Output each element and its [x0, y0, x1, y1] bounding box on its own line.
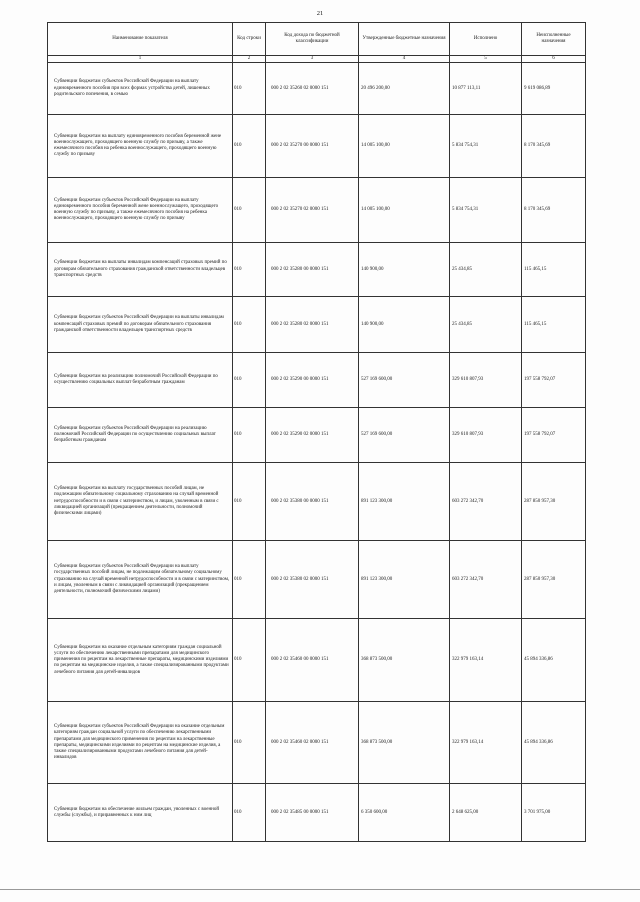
row-approved: 527 169 600,00 — [359, 353, 450, 408]
row-executed: 329 610 807,93 — [450, 353, 522, 408]
row-executed: 603 272 342,70 — [450, 541, 522, 619]
row-kbk: 000 2 02 35460 00 0000 151 — [266, 619, 359, 702]
row-executed: 10 877 113,11 — [450, 63, 522, 115]
row-code: 010 — [233, 702, 266, 784]
header-kbk: Код дохода по бюджетной классификации — [266, 23, 359, 56]
header-name: Наименование показателя — [48, 23, 233, 56]
row-executed: 322 979 163,14 — [450, 702, 522, 784]
row-kbk: 000 2 02 35380 00 0000 151 — [266, 463, 359, 541]
row-name: Субвенции бюджетам субъектов Российской Федерации на оказание отдельным категориям граждан социальной услуги по обеспечению лекарственными препаратами для медицинского применения по рецептам на лекарственные препараты, медицинскими изделиями по рецептам на медицинские изделия, а также специализированными продуктами лечебного питания для детей-инвалидов — [48, 702, 233, 784]
row-code: 010 — [233, 463, 266, 541]
row-approved: 368 873 500,00 — [359, 619, 450, 702]
row-approved: 14 005 100,00 — [359, 178, 450, 243]
row-code: 010 — [233, 784, 266, 842]
row-kbk: 000 2 02 35380 02 0000 151 — [266, 541, 359, 619]
row-code: 010 — [233, 408, 266, 463]
table-row — [48, 115, 586, 178]
row-executed: 25 434,85 — [450, 297, 522, 353]
table-row — [48, 353, 586, 408]
row-executed: 5 834 754,31 — [450, 178, 522, 243]
row-unexecuted: 8 170 345,69 — [522, 178, 586, 243]
row-code: 010 — [233, 243, 266, 297]
column-number-row — [48, 56, 586, 63]
column-number: 4 — [359, 56, 450, 63]
header-code: Код строки — [233, 23, 266, 56]
table-row — [48, 463, 586, 541]
row-executed: 329 610 807,93 — [450, 408, 522, 463]
row-code: 010 — [233, 619, 266, 702]
row-unexecuted: 3 701 975,00 — [522, 784, 586, 842]
table-row — [48, 63, 586, 115]
row-approved: 140 900,00 — [359, 243, 450, 297]
row-name: Субвенции бюджетам субъектов Российской Федерации на выплаты инвалидам компенсаций страховых премий по договорам обязательного страхования гражданской ответственности владельцев транспортных средств — [48, 297, 233, 353]
header-approved: Утвержденные бюджетные назначения — [359, 23, 450, 56]
row-kbk: 000 2 02 35270 00 0000 151 — [266, 115, 359, 178]
table-row — [48, 297, 586, 353]
row-kbk: 000 2 02 35270 02 0000 151 — [266, 178, 359, 243]
row-approved: 6 350 600,00 — [359, 784, 450, 842]
table-row — [48, 243, 586, 297]
header-executed: Исполнено — [450, 23, 522, 56]
row-unexecuted: 45 894 336,86 — [522, 702, 586, 784]
row-code: 010 — [233, 178, 266, 243]
row-unexecuted: 115 465,15 — [522, 243, 586, 297]
row-unexecuted: 287 850 957,30 — [522, 541, 586, 619]
row-kbk: 000 2 02 35280 00 0000 151 — [266, 243, 359, 297]
row-name: Субвенции бюджетам субъектов Российской Федерации на выплату государственных пособий лицам, не подлежащим обязательному социальному страхованию на случай временной нетрудоспособности и в связи с материнством, и лицам, уволенным в связи с ликвидацией организаций (прекращением деятельности, полномочий физическими лицами) — [48, 541, 233, 619]
table-row — [48, 408, 586, 463]
row-unexecuted: 115 465,15 — [522, 297, 586, 353]
row-kbk: 000 2 02 35485 00 0000 151 — [266, 784, 359, 842]
table-row — [48, 619, 586, 702]
row-approved: 527 169 600,00 — [359, 408, 450, 463]
row-approved: 140 900,00 — [359, 297, 450, 353]
row-kbk: 000 2 02 35260 02 0000 151 — [266, 63, 359, 115]
row-name: Субвенции бюджетам на выплату единовременного пособия беременной жене военнослужащего, проходящего военную службу по призыву, а также ежемесячного пособия на ребенка военнослужащего, проходящего военную службу по призыву — [48, 115, 233, 178]
row-code: 010 — [233, 115, 266, 178]
row-approved: 20 496 200,00 — [359, 63, 450, 115]
row-name: Субвенции бюджетам субъектов Российской Федерации на реализацию полномочий Российской Федерации по осуществлению социальных выплат безработным гражданам — [48, 408, 233, 463]
row-name: Субвенции бюджетам на реализацию полномочий Российской Федерации по осуществлению социальных выплат безработным гражданам — [48, 353, 233, 408]
row-executed: 25 434,85 — [450, 243, 522, 297]
table-row — [48, 541, 586, 619]
row-kbk: 000 2 02 35290 00 0000 151 — [266, 353, 359, 408]
budget-execution-table — [47, 22, 586, 842]
row-name: Субвенции бюджетам на обеспечение жильем граждан, уволенных с военной службы (службы), и приравненных к ним лиц — [48, 784, 233, 842]
row-approved: 891 123 300,00 — [359, 541, 450, 619]
column-number: 3 — [266, 56, 359, 63]
table-row — [48, 178, 586, 243]
row-executed: 603 272 342,70 — [450, 463, 522, 541]
row-code: 010 — [233, 353, 266, 408]
row-executed: 5 834 754,31 — [450, 115, 522, 178]
row-unexecuted: 197 558 792,07 — [522, 408, 586, 463]
row-approved: 891 123 300,00 — [359, 463, 450, 541]
row-kbk: 000 2 02 35460 02 0000 151 — [266, 702, 359, 784]
footer-divider — [0, 889, 640, 890]
row-name: Субвенции бюджетам субъектов Российской Федерации на выплату единовременного пособия беременной жене военнослужащего, проходящего военную службу по призыву, а также ежемесячного пособия на ребенка военнослужащего, проходящего военную службу по призыву — [48, 178, 233, 243]
row-unexecuted: 45 894 336,86 — [522, 619, 586, 702]
column-number: 1 — [48, 56, 233, 63]
row-unexecuted: 287 850 957,30 — [522, 463, 586, 541]
header-unexecuted: Неисполненные назначения — [522, 23, 586, 56]
row-executed: 322 979 163,14 — [450, 619, 522, 702]
table-row — [48, 784, 586, 842]
row-code: 010 — [233, 297, 266, 353]
row-executed: 2 648 625,00 — [450, 784, 522, 842]
header-row — [48, 23, 586, 56]
row-unexecuted: 8 170 345,69 — [522, 115, 586, 178]
row-kbk: 000 2 02 35290 02 0000 151 — [266, 408, 359, 463]
row-approved: 14 005 100,00 — [359, 115, 450, 178]
row-kbk: 000 2 02 35280 02 0000 151 — [266, 297, 359, 353]
row-approved: 368 873 500,00 — [359, 702, 450, 784]
page-number: 21 — [316, 10, 324, 17]
row-name: Субвенции бюджетам на оказание отдельным категориям граждан социальной услуги по обеспечению лекарственными препаратами для медицинского применения по рецептам на лекарственные препараты, медицинскими изделиями по рецептам на медицинские изделия, а также специализированными продуктами лечебного питания для детей-инвалидов — [48, 619, 233, 702]
row-unexecuted: 9 619 086,89 — [522, 63, 586, 115]
row-code: 010 — [233, 541, 266, 619]
row-unexecuted: 197 558 792,07 — [522, 353, 586, 408]
row-code: 010 — [233, 63, 266, 115]
column-number: 6 — [522, 56, 586, 63]
row-name: Субвенции бюджетам на выплаты инвалидам компенсаций страховых премий по договорам обязательного страхования гражданской ответственности владельцев транспортных средств — [48, 243, 233, 297]
column-number: 2 — [233, 56, 266, 63]
column-number: 5 — [450, 56, 522, 63]
row-name: Субвенции бюджетам на выплату государственных пособий лицам, не подлежащим обязательному социальному страхованию на случай временной нетрудоспособности и в связи с материнством, и лицам, уволенным в связи с ликвидацией организаций (прекращением деятельности, полномочий физическими лицами) — [48, 463, 233, 541]
table-row — [48, 702, 586, 784]
row-name: Субвенции бюджетам субъектов Российской Федерации на выплату единовременного пособия при всех формах устройства детей, лишенных родительского попечения, в семью — [48, 63, 233, 115]
